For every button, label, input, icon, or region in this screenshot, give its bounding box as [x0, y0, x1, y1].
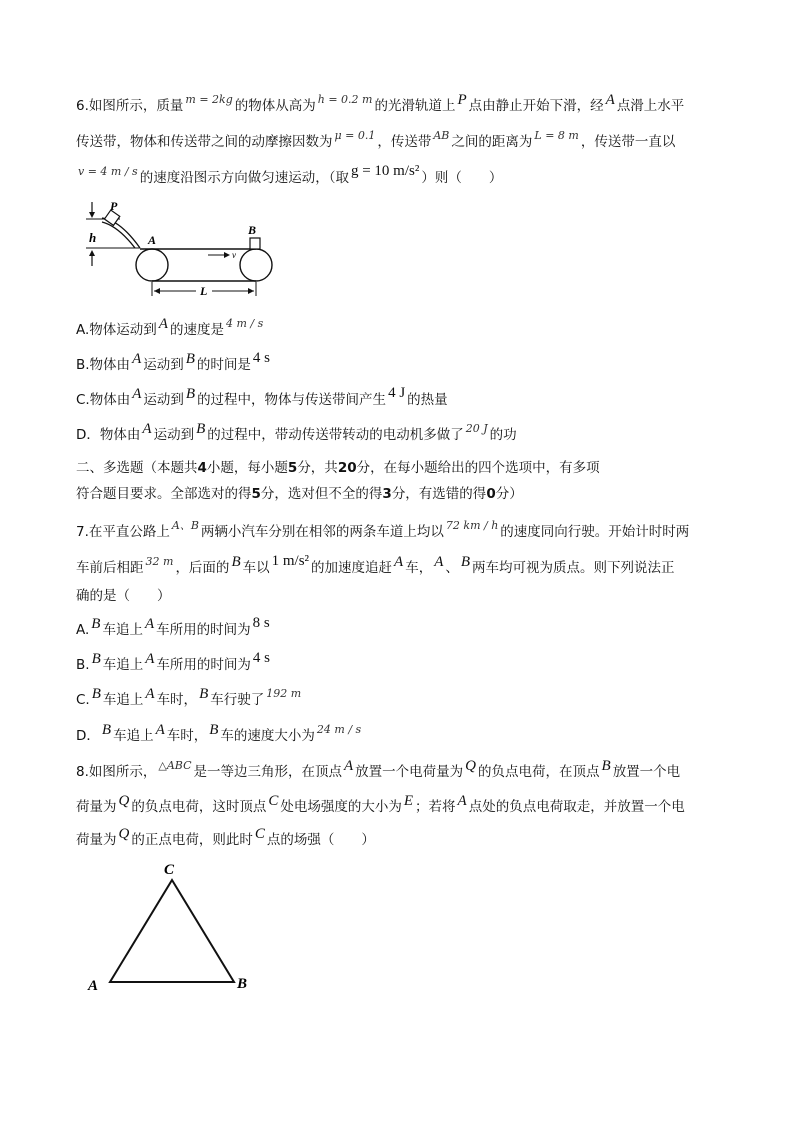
math: 4 m / s — [225, 317, 264, 330]
text: 4 — [197, 460, 207, 476]
text: ）则（ ） — [421, 170, 503, 186]
q7-stem-line-2 — [76, 553, 675, 579]
math-g: g = 10 m/s² — [350, 163, 420, 179]
label-a: A — [148, 233, 157, 247]
text: A. — [76, 622, 90, 638]
text: C.物体由 — [76, 392, 131, 408]
text: 分，有选错的得 — [391, 486, 487, 502]
text: 分，共 — [297, 460, 338, 476]
q7-stem-line-3 — [76, 586, 171, 606]
math: B — [199, 686, 209, 702]
q6-stem-line-1 — [76, 92, 685, 117]
text: 符合题目要求。全部选对的得 — [76, 486, 252, 502]
math-l: L = 8 m — [534, 129, 579, 142]
text: ，后面的 — [175, 560, 230, 576]
text: 两辆小汽车分别在相邻的两条车道上均以 — [200, 524, 444, 540]
conveyor-belt-figure — [80, 198, 280, 308]
q7-option-a — [76, 615, 272, 640]
math: A — [132, 386, 142, 402]
text: ；若将 — [415, 799, 456, 815]
math-p: P — [457, 92, 467, 108]
q8-stem-line-2 — [76, 793, 685, 817]
text: 分） — [495, 486, 523, 502]
text: A.物体运动到 — [76, 322, 157, 338]
text: 的速度是 — [169, 322, 224, 338]
math: 20 J — [465, 422, 488, 435]
text: 点滑上水平 — [616, 98, 685, 114]
text: 的功 — [489, 427, 517, 443]
text: 的过程中，带动传送带转动的电动机多做了 — [207, 427, 464, 443]
q6-stem-line-3 — [76, 163, 503, 189]
math: B — [460, 554, 471, 570]
text: 车所用的时间为 — [156, 622, 251, 638]
label-h: h — [89, 230, 97, 245]
text: 7.在平直公路上 — [76, 524, 170, 540]
velocity-arrowhead — [224, 252, 230, 258]
vertex-label-a: A — [88, 978, 99, 994]
math: Q — [118, 826, 130, 842]
section2-heading-line-1 — [76, 458, 600, 478]
block-b — [250, 238, 260, 249]
math: △ABC — [158, 759, 192, 772]
text: B.物体由 — [76, 357, 131, 373]
math: E — [403, 793, 414, 809]
math: 24 m / s — [316, 723, 362, 736]
text: D．物体由 — [76, 427, 141, 443]
math: A — [145, 651, 155, 667]
math: B — [196, 421, 206, 437]
text: 运动到 — [143, 357, 184, 373]
math: 32 m — [145, 555, 174, 568]
text: 车时， — [156, 692, 198, 708]
math: A — [144, 616, 155, 632]
text: 0 — [486, 486, 496, 502]
math: A — [142, 421, 152, 437]
text: ，传送带 — [377, 134, 432, 150]
text: 确的是（ ） — [76, 588, 171, 604]
math: A — [132, 351, 142, 367]
text: 车追上 — [113, 728, 154, 744]
text: 之间的距离为 — [451, 134, 533, 150]
math: B — [91, 686, 101, 702]
math-mass: m = 2kg — [185, 93, 233, 106]
math: B — [209, 722, 219, 738]
math-mu: μ = 0.1 — [334, 129, 376, 142]
text: 的加速度追赶 — [311, 560, 393, 576]
math: A — [434, 554, 444, 570]
q7-stem-line-1 — [76, 519, 690, 543]
math: B — [91, 616, 101, 632]
math: A、B — [171, 519, 199, 532]
math: B — [185, 386, 196, 402]
math: C — [254, 826, 265, 842]
text: 放置一个电 — [612, 764, 681, 780]
math: B — [601, 758, 611, 774]
label-l: L — [200, 284, 208, 298]
math: 4 s — [252, 350, 270, 366]
text: 的负点电荷，这时顶点 — [131, 799, 267, 815]
math: A — [457, 793, 467, 809]
text: 车追上 — [102, 692, 144, 708]
math: A — [145, 686, 155, 702]
text: 分，在每小题给出的四个选项中，有多项 — [356, 460, 600, 476]
text: 荷量为 — [76, 799, 117, 815]
math: A — [158, 316, 168, 332]
math: C — [268, 793, 279, 809]
math: B — [101, 722, 112, 738]
text: 的物体从高为 — [234, 98, 316, 114]
text: 的时间是 — [196, 357, 251, 373]
text: 两车均可视为质点。则下列说法正 — [472, 560, 675, 576]
text: 车行驶了 — [210, 692, 265, 708]
math: Q — [465, 758, 477, 774]
text: 二、多选题（本题共 — [76, 460, 198, 476]
text: 荷量为 — [76, 832, 117, 848]
math-a: A — [605, 92, 615, 108]
text: 的热量 — [407, 392, 448, 408]
vertex-label-c: C — [164, 862, 175, 878]
math: A — [155, 722, 165, 738]
q7-option-b — [76, 650, 272, 675]
label-v: v — [232, 250, 236, 260]
math: B — [231, 554, 241, 570]
dim-arrowhead-right — [248, 288, 254, 294]
text: 的负点电荷，在顶点 — [478, 764, 600, 780]
text: 、 — [445, 560, 459, 576]
text: 5 — [251, 486, 261, 502]
text: 6.如图所示，质量 — [76, 98, 184, 114]
text: 点的场强（ ） — [266, 832, 375, 848]
text: 车时， — [166, 728, 208, 744]
triangle-figure — [84, 858, 264, 998]
label-p: P — [110, 199, 118, 213]
text: 分，选对但不全的得 — [260, 486, 383, 502]
text: 小题，每小题 — [206, 460, 288, 476]
math: B — [91, 651, 101, 667]
math-v: v = 4 m / s — [78, 165, 138, 178]
math: 4 s — [252, 650, 270, 666]
pulley-right — [240, 249, 272, 281]
q6-stem-line-2 — [76, 129, 676, 153]
height-arrowhead-top — [89, 212, 95, 218]
vertex-label-b: B — [237, 976, 248, 992]
text: 车前后相距 — [76, 560, 144, 576]
text: 车以 — [242, 560, 270, 576]
text: 车追上 — [102, 657, 144, 673]
q6-option-a — [76, 316, 265, 341]
text: 处电场强度的大小为 — [280, 799, 402, 815]
q6-option-b — [76, 350, 272, 375]
q7-option-d — [76, 722, 363, 747]
math: 192 m — [266, 687, 302, 700]
q7-option-c — [76, 686, 303, 711]
text: 是一等边三角形，在顶点 — [193, 764, 342, 780]
text: 的正点电荷，则此时 — [131, 832, 253, 848]
section2-heading-line-2 — [76, 484, 523, 504]
q6-option-c — [76, 385, 448, 410]
text: 传送带，物体和传送带之间的动摩擦因数为 — [76, 134, 333, 150]
text: 放置一个电荷量为 — [355, 764, 464, 780]
text: 的过程中，物体与传送带间产生 — [197, 392, 387, 408]
text: 点处的负点电荷取走，并放置一个电 — [468, 799, 685, 815]
text: 车， — [405, 560, 433, 576]
math: 8 s — [252, 615, 270, 631]
q6-option-d — [76, 421, 517, 446]
q8-stem-line-1 — [76, 758, 681, 783]
pulley-left — [136, 249, 168, 281]
text: 运动到 — [143, 392, 184, 408]
math: A — [394, 554, 404, 570]
text: 20 — [337, 460, 357, 476]
text: 8.如图所示， — [76, 764, 157, 780]
label-b: B — [248, 223, 257, 237]
text: 点由静止开始下滑，经 — [468, 98, 604, 114]
math: 72 km / h — [445, 519, 499, 532]
math: B — [185, 351, 195, 367]
text: 车所用的时间为 — [156, 657, 251, 673]
triangle-abc — [110, 880, 234, 982]
math-height: h = 0.2 m — [317, 93, 373, 106]
dim-arrowhead-left — [154, 288, 160, 294]
text: B. — [76, 657, 90, 673]
text: 3 — [382, 486, 392, 502]
text: 的光滑轨道上 — [374, 98, 456, 114]
text: D． — [76, 728, 100, 744]
text: 运动到 — [153, 427, 195, 443]
q8-stem-line-3 — [76, 826, 375, 850]
math: Q — [118, 793, 130, 809]
text: C. — [76, 692, 90, 708]
text: 的速度沿图示方向做匀速运动，（取 — [139, 170, 349, 186]
text: 车追上 — [102, 622, 143, 638]
math: 1 m/s² — [271, 553, 310, 569]
text: 5 — [287, 460, 298, 476]
text: ，传送带一直以 — [580, 134, 676, 150]
text: 的速度同向行驶。开始计时时两 — [500, 524, 690, 540]
math-ab: AB — [433, 129, 450, 142]
text: 车的速度大小为 — [220, 728, 315, 744]
math: 4 J — [388, 385, 406, 401]
math: A — [344, 758, 354, 774]
